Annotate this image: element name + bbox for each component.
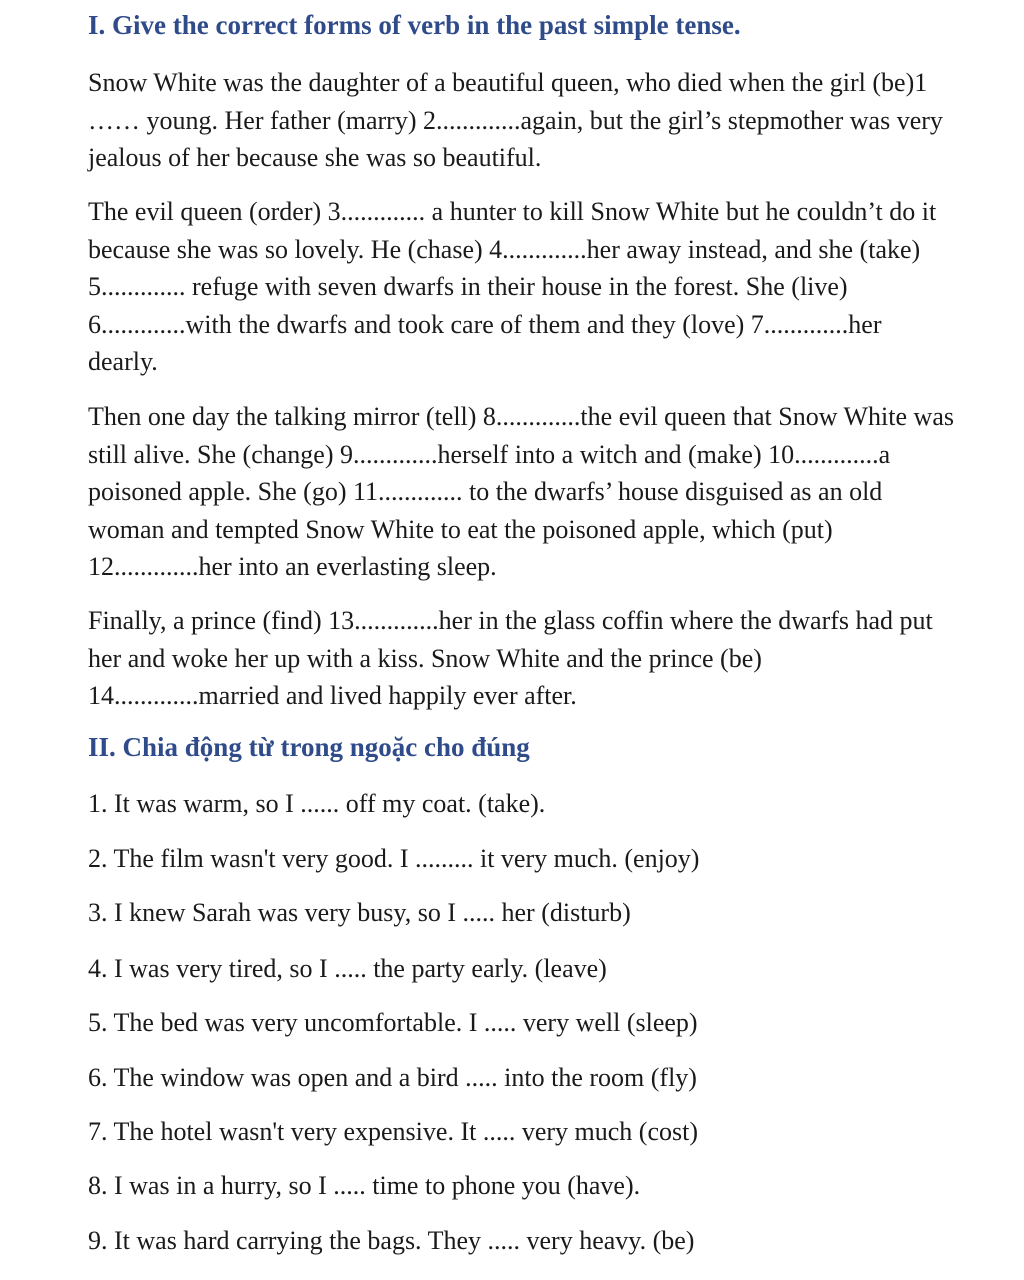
exercise-item-6: 6. The window was open and a bird ..... into the room (fly) [88,1063,697,1092]
paragraph-line: still alive. She (change) 9.............herself into a witch and (make) 10.............a [88,439,891,469]
paragraph-line: The evil queen (order) 3............. a hunter to kill Snow White but he couldn’t do it [88,197,937,226]
exercise-item-2: 2. The film wasn't very good. I ......... it very much. (enjoy) [88,844,700,873]
paragraph-line: Finally, a prince (find) 13.............her in the glass coffin where the dwarfs had put [88,606,933,635]
paragraph-line: woman and tempted Snow White to eat the poisoned apple, which (put) [88,514,833,544]
paragraph-line: 6.............with the dwarfs and took care of them and they (love) 7.............her [88,309,882,339]
paragraph-line: 12.............her into an everlasting sleep. [88,552,497,581]
exercise-item-8: 8. I was in a hurry, so I ..... time to phone you (have). [88,1171,641,1200]
exercise-item-4: 4. I was very tired, so I ..... the party early. (leave) [88,954,607,983]
paragraph-line: her and woke her up with a kiss. Snow White and the prince (be) [88,643,762,673]
exercise-item-3: 3. I knew Sarah was very busy, so I ..... her (disturb) [88,898,631,927]
section-2-heading: II. Chia động từ trong ngoặc cho đúng [88,732,530,762]
section-1-heading: I. Give the correct forms of verb in the past simple tense. [88,10,741,40]
paragraph-line: poisoned apple. She (go) 11............. to the dwarfs’ house disguised as an old [88,477,883,506]
paragraph-line: 5............. refuge with seven dwarfs in their house in the forest. She (live) [88,272,848,301]
paragraph-line: …… young. Her father (marry) 2.............again, but the girl’s stepmother was very [88,105,943,135]
paragraph-line: 14.............married and lived happily ever after. [88,681,577,710]
paragraph-line: Snow White was the daughter of a beautiful queen, who died when the girl (be)1 [88,68,928,97]
story-paragraph-4 [88,602,988,715]
paragraph-line: Then one day the talking mirror (tell) 8.............the evil queen that Snow White was [88,402,954,431]
exercise-item-1: 1. It was warm, so I ...... off my coat. (take). [88,789,546,818]
paragraph-line: dearly. [88,347,158,376]
exercise-item-7: 7. The hotel wasn't very expensive. It ..... very much (cost) [88,1117,698,1146]
story-paragraph-1 [88,64,988,177]
exercise-item-5: 5. The bed was very uncomfortable. I ..... very well (sleep) [88,1008,698,1037]
paragraph-line: jealous of her because she was so beautiful. [88,143,542,172]
paragraph-line: because she was so lovely. He (chase) 4.............her away instead, and she (take) [88,234,921,264]
story-paragraph-2 [88,193,988,381]
exercise-item-9: 9. It was hard carrying the bags. They ..... very heavy. (be) [88,1226,695,1255]
story-paragraph-3 [88,398,988,586]
